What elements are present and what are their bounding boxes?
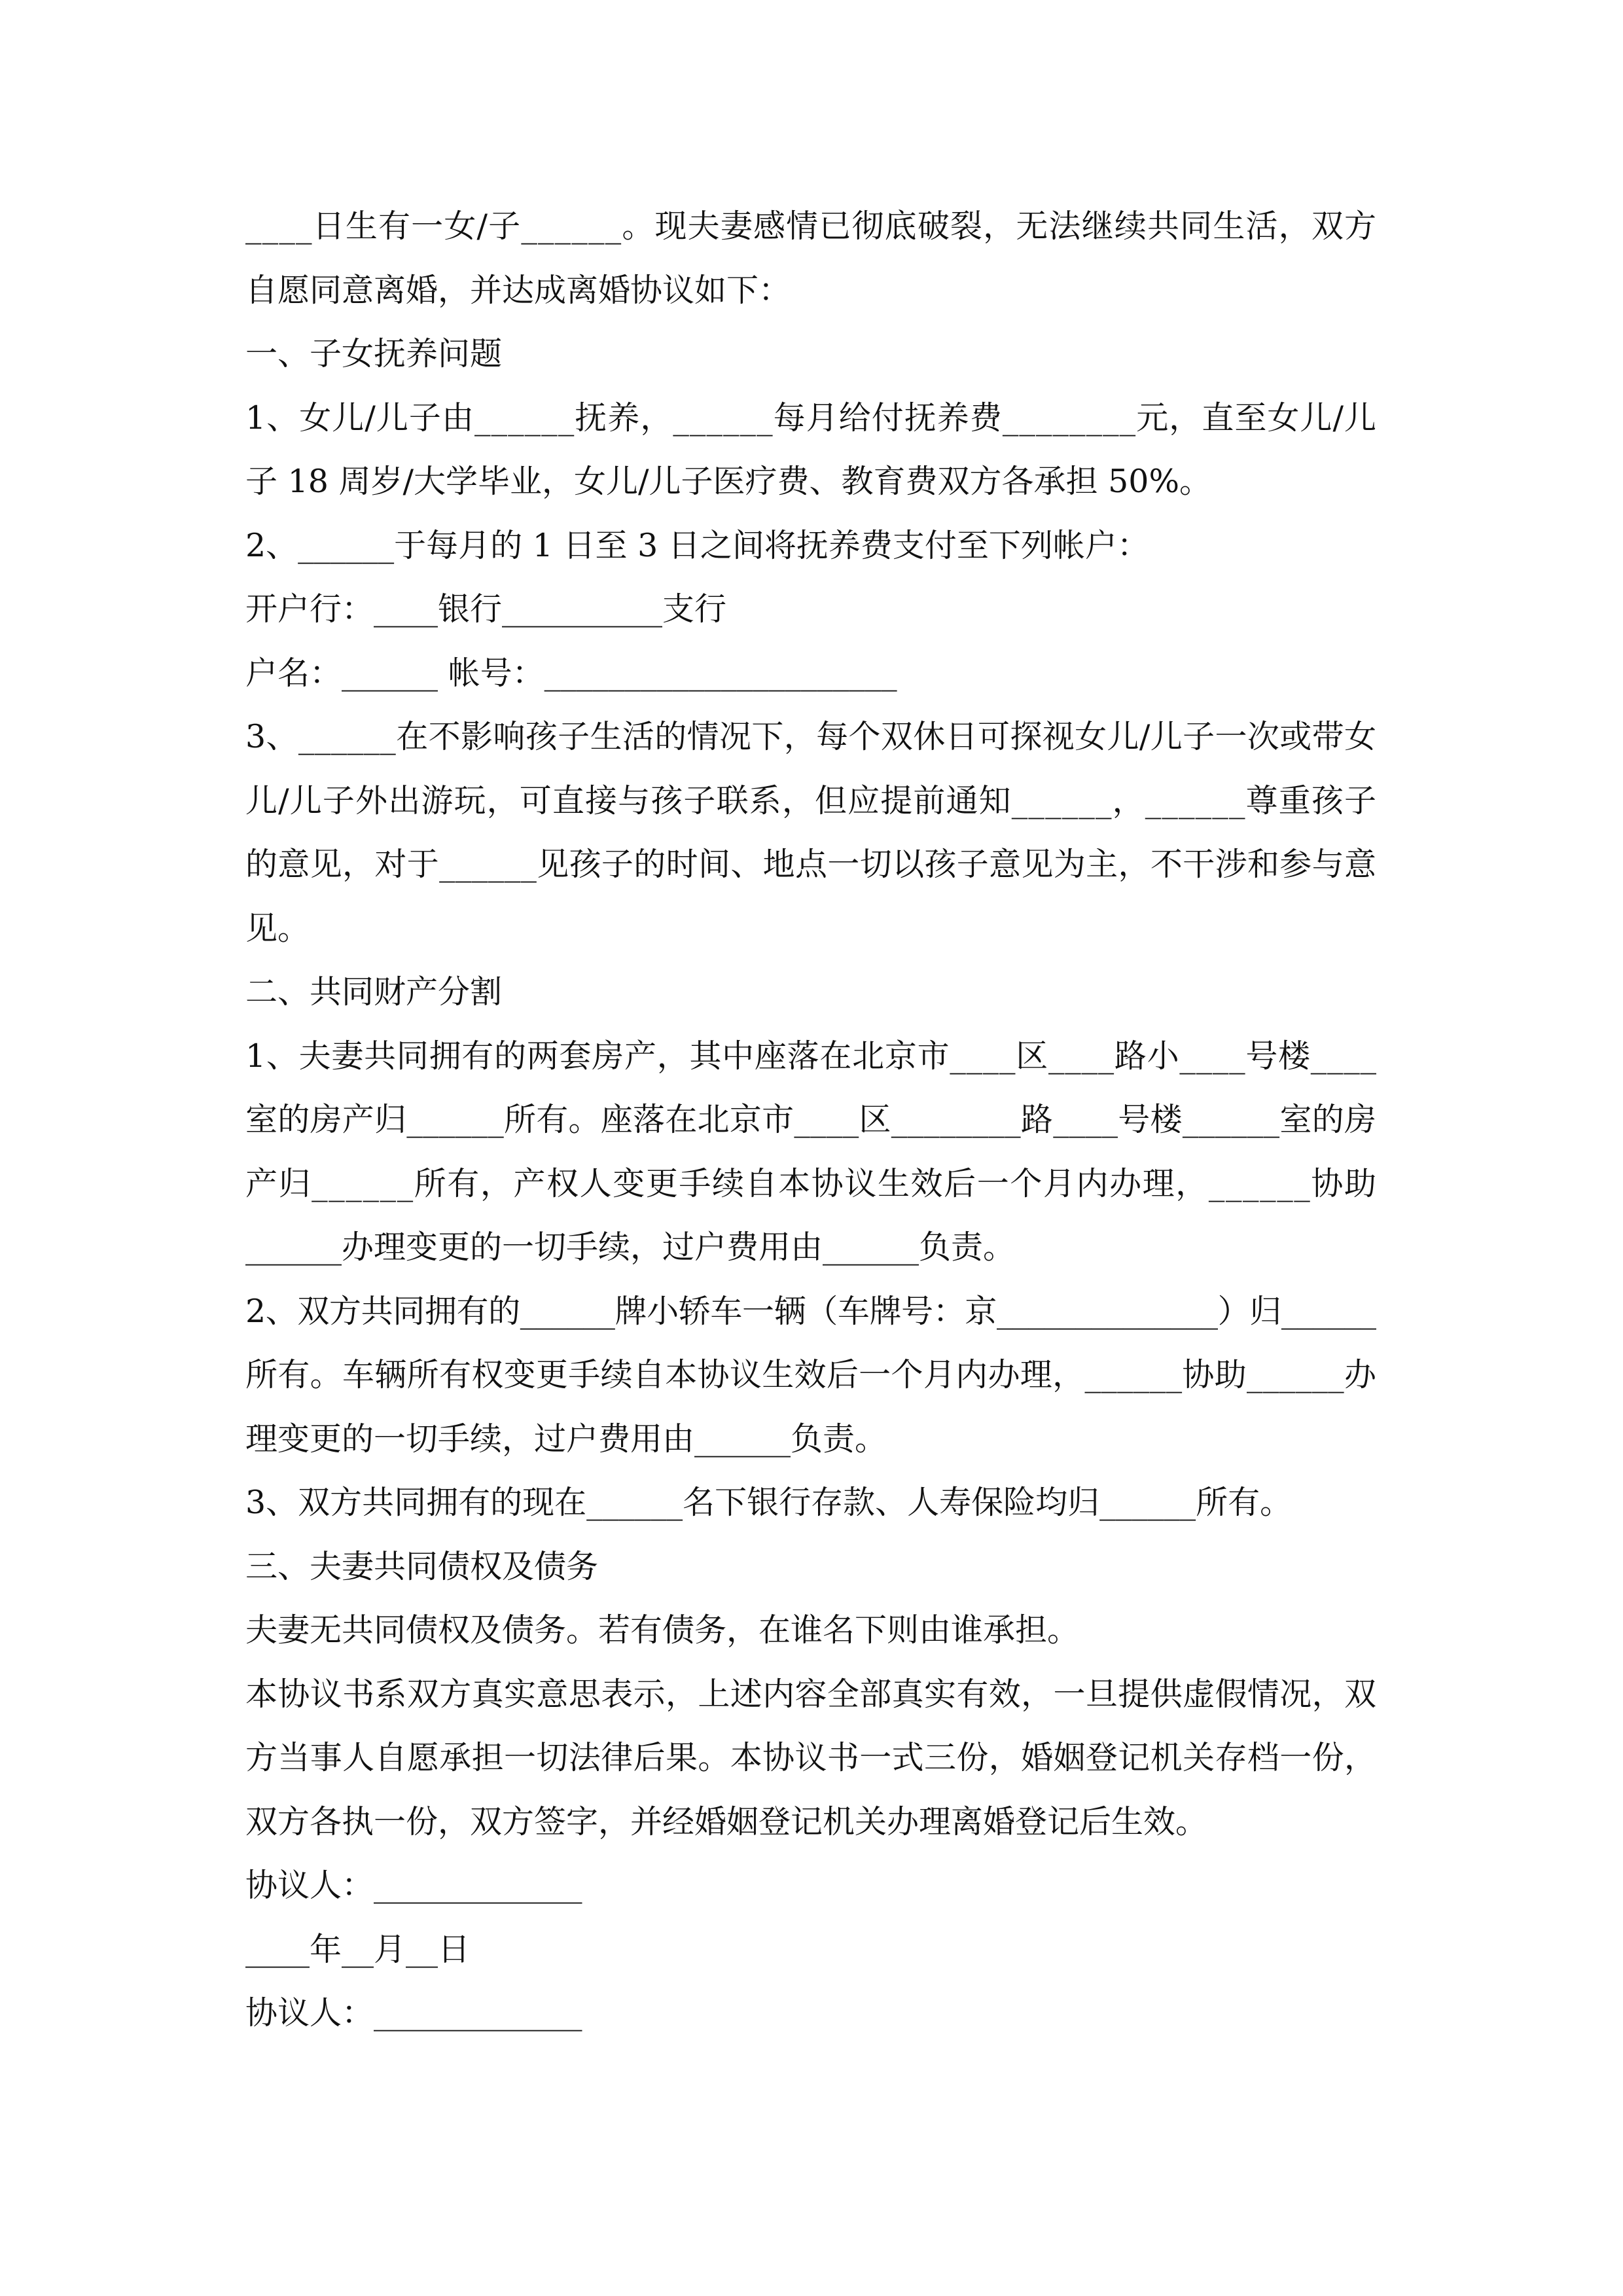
text-line-row [245,1790,1376,1854]
text-line: 方当事人自愿承担一切法律后果。本协议书一式三份，婚姻登记机关存档一份， [245,1739,1377,1776]
text-line: 户名：______ 帐号：______________________ [245,654,897,692]
text-line: 夫妻无共同债权及债务。若有债务，在谁名下则由谁承担。 [245,1611,1080,1649]
text-line-row [245,1088,1376,1152]
text-line: 双方各执一份，双方签字，并经婚姻登记机关办理离婚登记后生效。 [245,1803,1208,1840]
text-line: 协议人：_____________ [245,1867,582,1904]
text-line-row [245,514,1376,578]
text-line: 儿/儿子外出游玩，可直接与孩子联系，但应提前通知______，______尊重孩子 [245,781,1378,819]
text-line: ____年__月__日 [245,1930,471,1968]
text-line: ____日生有一女/子______。现夫妻感情已彻底破裂，无法继续共同生活，双方 [245,207,1378,245]
text-line: 2、双方共同拥有的______牌小轿车一辆（车牌号：京______________）归______ [245,1292,1376,1330]
text-line-row [245,833,1376,897]
text-line-row [245,1471,1376,1535]
text-line-row [245,1726,1376,1790]
text-line-row [245,1407,1376,1471]
text-line-row [245,1662,1376,1727]
text-line-row [245,1535,1376,1599]
text-line: 二、共同财产分割 [245,973,503,1011]
text-line-row [245,1854,1376,1918]
text-line-row [245,1215,1376,1280]
text-line: 子 18 周岁/大学毕业，女儿/儿子医疗费、教育费双方各承担 50%。 [245,463,1212,500]
document-body [245,194,1376,2045]
text-line-row [245,897,1376,961]
text-line: 见。 [245,909,310,947]
text-line-row [245,194,1376,259]
text-line-row [245,1918,1376,1982]
text-line: 开户行：____银行__________支行 [245,590,727,628]
text-line-row [245,322,1376,386]
text-line-row [245,1024,1376,1088]
text-line: 所有。车辆所有权变更手续自本协议生效后一个月内办理，______协助______办 [245,1356,1377,1393]
text-line-row [245,705,1376,769]
text-line-row [245,769,1376,833]
text-line-row [245,1280,1376,1344]
text-line: 协议人：_____________ [245,1994,582,2032]
text-line: 三、夫妻共同债权及债务 [245,1547,599,1585]
text-line-row [245,1598,1376,1662]
text-line: 3、______在不影响孩子生活的情况下，每个双休日可探视女儿/儿子一次或带女 [245,718,1377,755]
text-line-row [245,1981,1376,2045]
text-line-row [245,1152,1376,1216]
text-line: 室的房产归______所有。座落在北京市____区________路____号楼______室的房 [245,1101,1377,1138]
text-line: 2、______于每月的 1 日至 3 日之间将抚养费支付至下列帐户： [245,526,1149,564]
text-line-row [245,450,1376,514]
text-line: 一、子女抚养问题 [245,335,503,372]
text-line: 1、女儿/儿子由______抚养，______每月给付抚养费________元，直至女儿/儿 [245,399,1378,437]
text-line-row [245,960,1376,1024]
text-line: ______办理变更的一切手续，过户费用由______负责。 [245,1229,1016,1266]
text-line: 理变更的一切手续，过户费用由______负责。 [245,1420,887,1458]
text-line-row [245,259,1376,323]
text-line: 1、夫妻共同拥有的两套房产，其中座落在北京市____区____路小____号楼____ [245,1037,1377,1075]
text-line: 产归______所有，产权人变更手续自本协议生效后一个月内办理，______协助 [245,1164,1378,1202]
text-line: 3、双方共同拥有的现在______名下银行存款、人寿保险均归______所有。 [245,1484,1293,1521]
text-line: 自愿同意离婚，并达成离婚协议如下： [245,271,791,309]
text-line-row [245,386,1376,450]
text-line: 本协议书系双方真实意思表示，上述内容全部真实有效，一旦提供虚假情况，双 [245,1675,1377,1713]
text-line-row [245,641,1376,706]
text-line: 的意见，对于______见孩子的时间、地点一切以孩子意见为主，不干涉和参与意 [245,846,1377,883]
text-line-row [245,1343,1376,1407]
text-line-row [245,577,1376,641]
